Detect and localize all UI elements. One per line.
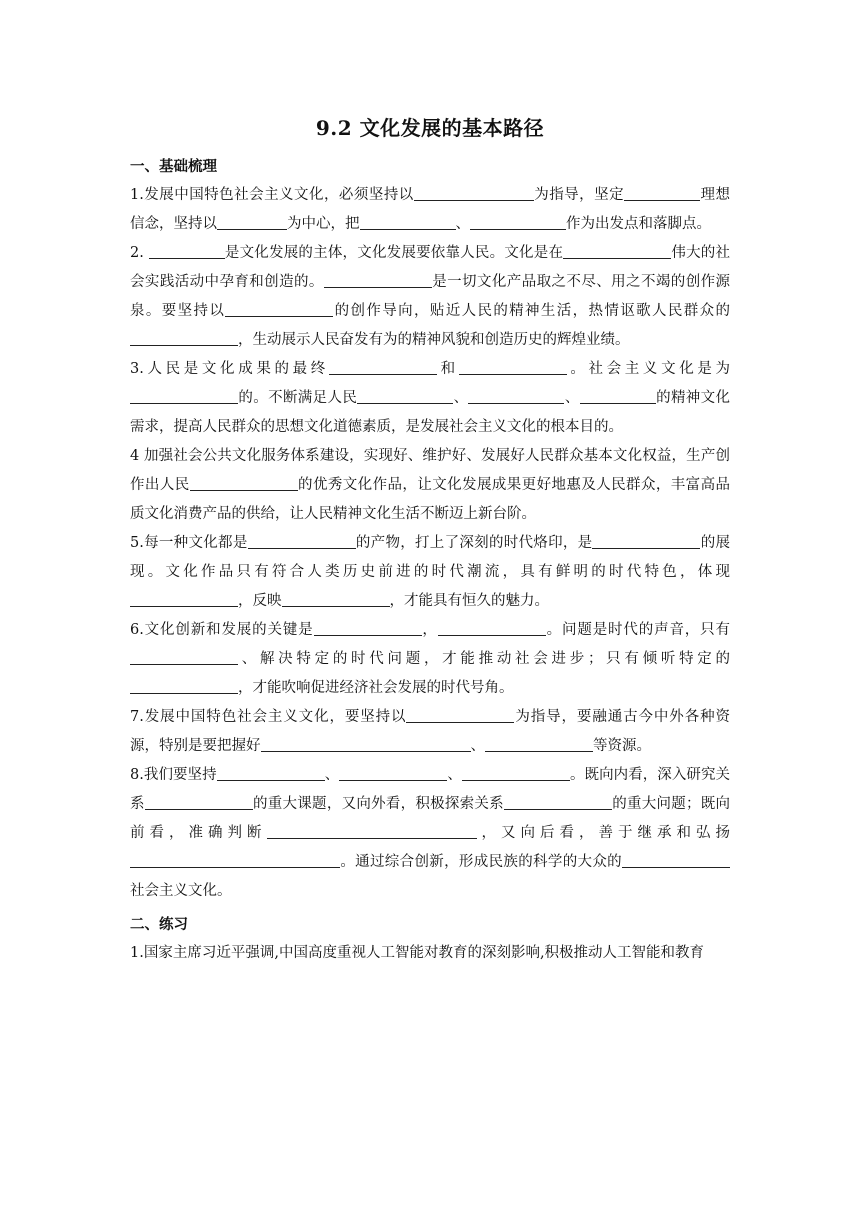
blank[interactable] [217,215,287,230]
text-segment: 为中心，把 [287,216,360,232]
text-segment: 和 [436,361,459,377]
paragraph-1 [130,181,730,239]
paragraph-5 [130,529,730,616]
blank[interactable] [624,186,700,201]
paragraph-4 [130,442,730,529]
blank[interactable] [329,360,437,375]
blank[interactable] [324,273,432,288]
blank[interactable] [130,853,340,868]
text-segment: 、 [453,390,469,406]
text-segment: 为指导，坚定 [533,187,625,203]
blank[interactable] [470,215,566,230]
blank[interactable] [130,331,238,346]
text-segment: 是文化发展的主体，文化发展要依靠人民。文化是在 [224,245,564,261]
blank[interactable] [504,795,612,810]
blank[interactable] [130,389,238,404]
document-body [130,152,730,968]
text-segment: 。既向内看，深入研究关系 [130,767,731,812]
text-segment: 、 [564,390,580,406]
blank[interactable] [225,302,333,317]
text-segment: 8.我们要坚持 [130,767,217,783]
text-segment: 为指导，要融通古今中外各种资源，特别是要把握好 [130,709,730,754]
text-segment: 伟大的社会实践活动中孕育和创造的。 [130,245,731,290]
text-segment: 。问题是时代的声音，只有 [545,622,731,638]
text-segment: ，才能具有恒久的魅力。 [389,593,549,609]
text-segment: 的重大课题，又向外看，积极探索关系 [252,796,504,812]
blank[interactable] [267,824,477,839]
text-segment: 、解决特定的时代问题，才能推动社会进步；只有倾听特定的 [238,651,730,667]
blank[interactable] [314,621,422,636]
text-segment: 的重大问题；既向前看，准确判断 [130,796,731,841]
text-segment: 4 加强社会公共文化服务体系建设，实现好、维护好、发展好人民群众基本文化权益，生产创作出人民 [130,448,730,493]
text-segment: ，才能吹响促进经济社会发展的时代号角。 [238,680,514,696]
blank[interactable] [622,853,730,868]
blank[interactable] [261,737,471,752]
blank[interactable] [580,389,656,404]
text-segment: 、 [470,738,485,754]
blank[interactable] [130,650,238,665]
section-heading-basics: 一、基础梳理 [130,158,217,175]
text-segment: 是一切文化产品取之不尽、用之不竭的创作源泉。要坚持以 [130,274,731,319]
blank[interactable] [485,737,593,752]
section-heading-practice: 二、练习 [130,916,188,933]
text-segment: 理想信念，坚持以 [130,187,731,232]
text-segment: 3.人民是文化成果的最终 [130,361,329,377]
paragraph-8 [130,761,730,906]
text-segment: ，反映 [238,593,282,609]
text-segment: ，又向后看，善于继承和弘扬 [476,825,730,841]
text-segment: 5.每一种文化都是 [130,535,248,551]
paragraph-3 [130,355,730,442]
blank[interactable] [592,534,700,549]
text-segment: 1.发展中国特色社会主义文化，必须坚持以 [130,187,414,203]
blank[interactable] [190,476,298,491]
text-segment: 的创作导向，贴近人民的精神生活，热情讴歌人民群众的 [333,303,731,319]
text-segment: 。社会主义文化是为 [566,361,731,377]
text-segment: 。通过综合创新，形成民族的科学的大众的 [340,854,622,870]
blank[interactable] [563,244,671,259]
blank[interactable] [130,679,238,694]
paragraph-7 [130,703,730,761]
text-segment: 等资源。 [593,738,651,754]
text-segment: 作为出发点和落脚点。 [566,216,711,232]
blank[interactable] [459,360,567,375]
blank[interactable] [414,186,534,201]
blank[interactable] [149,244,225,259]
blank[interactable] [406,708,514,723]
paragraph-2 [130,239,730,355]
text-segment: 的展现。文化作品只有符合人类历史前进的时代潮流，具有鲜明的时代特色，体现 [130,535,731,580]
blank[interactable] [145,795,253,810]
text-segment: 2. [130,245,149,261]
text-segment: 7.发展中国特色社会主义文化，要坚持以 [130,709,407,725]
blank[interactable] [282,592,390,607]
text-segment: 社会主义文化。 [130,883,232,899]
text-segment: ，生动展示人民奋发有为的精神风貌和创造历史的辉煌业绩。 [238,332,630,348]
text-segment: 的精神文化需求，提高人民群众的思想文化道德素质，是发展社会主义文化的根本目的。 [130,390,731,435]
blank[interactable] [468,389,564,404]
blank[interactable] [130,592,238,607]
text-segment: ， [421,622,438,638]
blank[interactable] [339,766,447,781]
blank[interactable] [462,766,570,781]
text-segment: 6.文化创新和发展的关键是 [130,622,314,638]
text-segment: 的产物，打上了深刻的时代烙印，是 [355,535,593,551]
text-segment: 的优秀文化作品，让文化发展成果更好地惠及人民群众，丰富高品质文化消费产品的供给，让人民精神文化生活不断迈上新台阶。 [130,477,731,522]
blank[interactable] [438,621,546,636]
blank[interactable] [360,215,456,230]
blank[interactable] [217,766,325,781]
paragraph-6 [130,616,730,703]
blank[interactable] [248,534,356,549]
text-segment: 、 [447,767,462,783]
text-segment: 、 [455,216,470,232]
text-segment: 、 [324,767,340,783]
page-title: 9.2 文化发展的基本路径 [315,116,545,140]
blank[interactable] [357,389,453,404]
text-segment: 的。不断满足人民 [238,390,358,406]
exercise-1: 1.国家主席习近平强调,中国高度重视人工智能对教育的深刻影响,积极推动人工智能和教育 [130,945,705,961]
